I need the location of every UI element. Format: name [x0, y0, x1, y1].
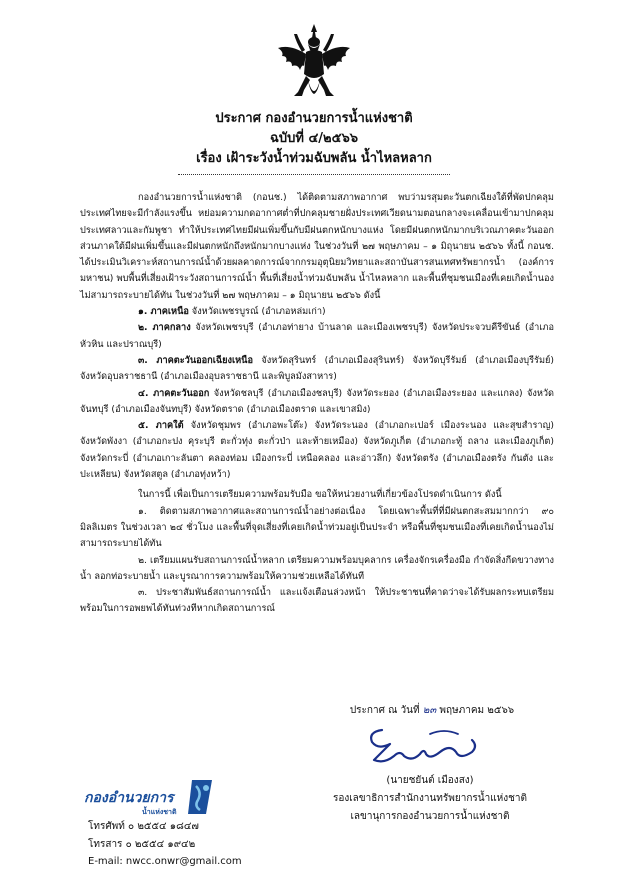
- signer-name: (นายชยันต์ เมืองสง): [386, 775, 474, 786]
- region-text: จังหวัดสุรินทร์ (อำเภอเมืองสุรินทร์) จังหวัดบุรีรัมย์ (อำเภอเมืองบุรีรัมย์) จังหวัดอุบลราชธานี (อำเภอเมืองอุบลราชธานี และพิบูลมังสาหาร): [80, 354, 554, 383]
- region-text: จังหวัดชุมพร (อำเภอพะโต๊ะ) จังหวัดระนอง (อำเภอกะเปอร์ เมืองระนอง และสุขสำราญ) จังหวัดพังงา (อำเภอกะปง คุระบุรี ตะกั่วทุ่ง ตะกั่วป่า และท้ายเหมือง) จังหวัดภูเก็ต (อำเภอกะทู้ ถลาง และเมืองภูเก็ต) จังหวัดกระบี่ (อำเภอเกาะลันตา คลองท่อม เมืองกระบี่ เหนือคลอง และอ่าวลึก) จังหวัดตรัง (อำเภอเมืองตรัง กันตัง และปะเหลียน) จังหวัดสตูล (อำเภอทุ่งหว้า): [80, 420, 554, 481]
- contact-email: E-mail: nwcc.onwr@gmail.com: [88, 856, 242, 867]
- action-item: ๓. ประชาสัมพันธ์สถานการณ์น้ำ และแจ้งเตือนล่วงหน้า ให้ประชาชนที่คาดว่าจะได้รับผลกระทบเตรียมพร้อมในการอพยพได้ทันท่วงทีหากเกิดสถานการณ์: [80, 587, 554, 615]
- intro-paragraph: กองอำนวยการน้ำแห่งชาติ (กอนช.) ได้ติดตามสภาพอากาศ พบว่ามรสุมตะวันตกเฉียงใต้ที่พัดปกคลุมประเทศไทยจะมีกำลังแรงขึ้น หย่อมความกดอากาศต่ำที่ปกคลุมชายฝั่งประเทศเวียดนามตอนกลางจะเคลื่อนเข้ามาปกคลุมประเทศลาวและกัมพูชา ทำให้ประเทศไทยมีฝนเพิ่มขึ้นกับมีฝนตกหนักบางแห่ง โดยมีฝนตกหนักมากบริเวณภาคตะวันออก ส่วนภาคใต้มีฝนเพิ่มขึ้นและมีฝนตกหนักถึงหนักมากบางแห่ง ในช่วงวันที่ ๒๗ พฤษภาคม – ๑ มิถุนายน ๒๕๖๖ ทั้งนี้ กอนช. ได้ประเมินวิเคราะห์สถานการณ์น้ำด้วยผลคาดการณ์จากกรมอุตุนิยมวิทยาและสถาบันสารสนเทศทรัพยากรน้ำ (องค์การมหาชน) พบพื้นที่เสี่ยงเฝ้าระวังสถานการณ์น้ำ พื้นที่เสี่ยงน้ำท่วมฉับพลัน น้ำไหลหลาก และพื้นที่ชุมชนเมืองที่เคยเกิดน้ำนองไม่สามารถระบายได้ทัน ในช่วงวันที่ ๒๗ พฤษภาคม – ๑ มิถุนายน ๒๕๖๖ ดังนี้: [80, 192, 554, 301]
- handwritten-signature-icon: [360, 722, 490, 768]
- dotted-divider: [178, 174, 450, 175]
- region-item: [80, 386, 554, 419]
- region-heading: ๓. ภาคตะวันออกเฉียงเหนือ: [138, 354, 253, 366]
- date-day: ๒๓: [422, 705, 437, 716]
- logo-subtext: น้ำแห่งชาติ: [142, 808, 177, 816]
- action-item: ๒. เตรียมแผนรับสถานการณ์น้ำหลาก เตรียมความพร้อมบุคลากร เครื่องจักรเครื่องมือ กำจัดสิ่งกีดขวางทางน้ำ ลอกท่อระบายน้ำ และบูรณาการความพร้อมให้ความช่วยเหลือได้ทันที: [80, 554, 554, 582]
- region-heading: ๔. ภาคตะวันออก: [138, 387, 210, 399]
- region-heading: ๕. ภาคใต้: [138, 420, 184, 432]
- region-item: [80, 304, 554, 320]
- contact-phone: โทรศัพท์ ๐ ๒๕๕๔ ๑๘๔๗: [88, 821, 199, 832]
- announcement-date: [312, 703, 552, 719]
- logo-text: กองอำนวยการ: [84, 790, 174, 806]
- announcement-title: ประกาศ กองอำนวยการน้ำแห่งชาติ: [215, 111, 413, 126]
- region-item: [80, 418, 554, 483]
- region-item: [80, 320, 554, 353]
- garuda-emblem-icon: [272, 22, 356, 106]
- signer-title: เลขานุการกองอำนวยการน้ำแห่งชาติ: [350, 811, 510, 822]
- region-heading: ๑. ภาคเหนือ: [138, 306, 189, 318]
- region-heading: ๒. ภาคกลาง: [138, 322, 191, 334]
- date-rest: พฤษภาคม ๒๕๖๖: [436, 705, 515, 716]
- region-text: จังหวัดเพชรบูรณ์ (อำเภอหล่มเก่า): [188, 306, 326, 318]
- region-item: [80, 353, 554, 386]
- announcement-number: ฉบับที่ ๔/๒๕๖๖: [270, 131, 358, 146]
- announcement-subject: เรื่อง เฝ้าระวังน้ำท่วมฉับพลัน น้ำไหลหลาก: [196, 151, 432, 166]
- region-text: จังหวัดชลบุรี (อำเภอเมืองชลบุรี) จังหวัดระยอง (อำเภอเมืองระยอง และแกลง) จังหวัดจันทบุรี (อำเภอเมืองจันทบุรี) จังหวัดตราด (อำเภอเมืองตราด และเขาสมิง): [80, 387, 554, 415]
- action-intro: ในการนี้ เพื่อเป็นการเตรียมความพร้อมรับมือ ขอให้หน่วยงานที่เกี่ยวข้องโปรดดำเนินการ ดังนี้: [138, 489, 502, 501]
- region-text: จังหวัดเพชรบุรี (อำเภอท่ายาง บ้านลาด และเมืองเพชรบุรี) จังหวัดประจวบคีรีขันธ์ (อำเภอหัวหิน และปราณบุรี): [80, 322, 554, 350]
- contact-block: [88, 818, 308, 871]
- signer-title: รองเลขาธิการสำนักงานทรัพยากรน้ำแห่งชาติ: [332, 793, 528, 804]
- announcement-body: [80, 190, 554, 618]
- contact-fax: โทรสาร ๐ ๒๕๕๔ ๑๙๔๒: [88, 838, 196, 850]
- date-prefix: ประกาศ ณ วันที่: [349, 705, 423, 716]
- signer-block: [300, 772, 560, 826]
- action-item: ๑. ติดตามสภาพอากาศและสถานการณ์น้ำอย่างต่อเนื่อง โดยเฉพาะพื้นที่ที่มีฝนตกสะสมมากกว่า ๙๐ มิลลิเมตร ในช่วงเวลา ๒๔ ชั่วโมง และพื้นที่จุดเสี่ยงที่เคยเกิดน้ำท่วมอยู่เป็นประจำ หรือพื้นที่ชุมชนเมืองที่เคยเกิดน้ำนองไม่สามารถระบายได้ทัน: [80, 505, 554, 550]
- nwcc-logo-icon: [80, 776, 218, 818]
